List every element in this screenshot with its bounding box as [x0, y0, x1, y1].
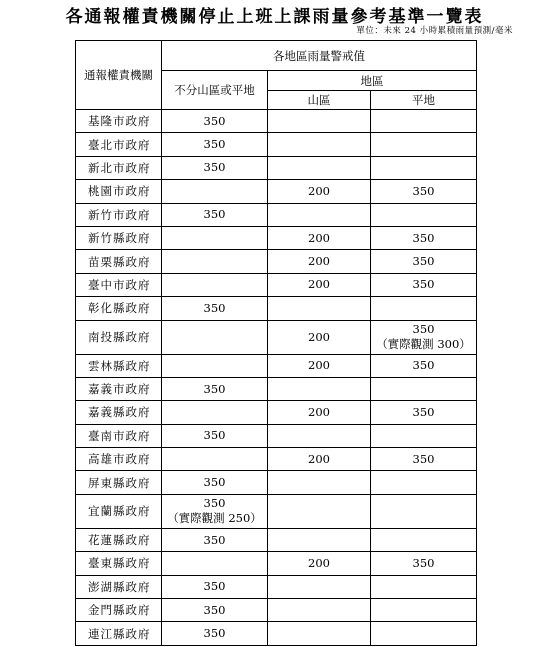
table-body — [76, 110, 477, 646]
agency-cell: 嘉義縣政府 — [76, 401, 162, 424]
no-split-cell — [162, 156, 268, 179]
no-split-cell-value: 350 — [203, 602, 226, 617]
table-row — [76, 377, 477, 400]
plain-cell-note: （實際觀測 300） — [376, 337, 471, 352]
mountain-cell — [268, 377, 371, 400]
no-split-cell — [162, 133, 268, 156]
mountain-cell-value: 200 — [308, 404, 330, 419]
plain-cell — [371, 494, 477, 528]
no-split-cell-value: 350 — [203, 532, 226, 547]
no-split-cell — [162, 273, 268, 296]
no-split-cell — [162, 226, 268, 249]
mountain-cell — [268, 552, 371, 575]
mountain-cell-value: 200 — [308, 555, 330, 570]
table-row — [76, 180, 477, 203]
no-split-cell-value: 350 — [203, 475, 226, 490]
mountain-cell-value: 200 — [308, 277, 330, 292]
plain-cell — [371, 599, 477, 622]
table-row — [76, 599, 477, 622]
no-split-cell — [162, 528, 268, 551]
mountain-cell-value: 200 — [308, 358, 330, 373]
plain-cell — [371, 180, 477, 203]
plain-cell-value: 350 — [412, 451, 435, 466]
agency-cell: 基隆市政府 — [76, 110, 162, 133]
no-split-cell-value: 350 — [203, 428, 226, 443]
mountain-cell — [268, 471, 371, 494]
table-row — [76, 471, 477, 494]
table-row — [76, 528, 477, 551]
agency-cell: 臺北市政府 — [76, 133, 162, 156]
plain-cell — [371, 226, 477, 249]
plain-cell — [371, 622, 477, 645]
agency-cell: 雲林縣政府 — [76, 354, 162, 377]
plain-cell-value: 350 — [412, 358, 435, 373]
table-row — [76, 297, 477, 320]
header-no-split: 不分山區或平地 — [162, 71, 268, 110]
table-row — [76, 203, 477, 226]
plain-cell — [371, 320, 477, 354]
agency-cell: 連江縣政府 — [76, 622, 162, 645]
no-split-cell — [162, 622, 268, 645]
mountain-cell — [268, 424, 371, 447]
no-split-cell — [162, 320, 268, 354]
table-row — [76, 156, 477, 179]
agency-cell: 苗栗縣政府 — [76, 250, 162, 273]
no-split-cell — [162, 180, 268, 203]
plain-cell — [371, 377, 477, 400]
no-split-cell-value: 350 — [203, 160, 226, 175]
table-row — [76, 494, 477, 528]
agency-cell: 新竹市政府 — [76, 203, 162, 226]
plain-cell — [371, 110, 477, 133]
no-split-cell-value: 350 — [203, 381, 226, 396]
mountain-cell-value: 200 — [308, 254, 330, 269]
agency-cell: 宜蘭縣政府 — [76, 494, 162, 528]
plain-cell-value: 350 — [412, 322, 435, 337]
plain-cell-value: 350 — [412, 254, 435, 269]
no-split-cell — [162, 354, 268, 377]
table-row — [76, 226, 477, 249]
agency-cell: 臺中市政府 — [76, 273, 162, 296]
agency-cell: 臺南市政府 — [76, 424, 162, 447]
plain-cell — [371, 203, 477, 226]
table-row — [76, 320, 477, 354]
no-split-cell-value: 350 — [203, 137, 226, 152]
no-split-cell-value: 350 — [203, 113, 226, 128]
mountain-cell — [268, 203, 371, 226]
plain-cell — [371, 528, 477, 551]
no-split-cell-note: （實際觀測 250） — [167, 511, 262, 526]
mountain-cell — [268, 354, 371, 377]
table-row — [76, 552, 477, 575]
agency-cell: 新竹縣政府 — [76, 226, 162, 249]
no-split-cell-value: 350 — [203, 207, 226, 222]
no-split-cell — [162, 250, 268, 273]
no-split-cell-value: 350 — [203, 496, 226, 511]
agency-cell: 桃園市政府 — [76, 180, 162, 203]
table-row — [76, 110, 477, 133]
mountain-cell — [268, 401, 371, 424]
plain-cell-value: 350 — [412, 277, 435, 292]
header-plain: 平地 — [371, 91, 477, 110]
mountain-cell — [268, 599, 371, 622]
unit-note: 單位：未來 24 小時累積雨量預測/毫米 — [356, 26, 513, 36]
plain-cell-value: 350 — [412, 404, 435, 419]
agency-cell: 南投縣政府 — [76, 320, 162, 354]
no-split-cell — [162, 599, 268, 622]
mountain-cell — [268, 297, 371, 320]
table-row — [76, 424, 477, 447]
no-split-cell — [162, 552, 268, 575]
plain-cell-value: 350 — [412, 183, 435, 198]
plain-cell — [371, 575, 477, 598]
table-row — [76, 273, 477, 296]
no-split-cell — [162, 575, 268, 598]
mountain-cell — [268, 622, 371, 645]
mountain-cell-value: 200 — [308, 183, 330, 198]
mountain-cell — [268, 494, 371, 528]
plain-cell — [371, 552, 477, 575]
agency-cell: 花蓮縣政府 — [76, 528, 162, 551]
plain-cell-value: 350 — [412, 230, 435, 245]
mountain-cell — [268, 448, 371, 471]
agency-cell: 新北市政府 — [76, 156, 162, 179]
no-split-cell — [162, 401, 268, 424]
table-row — [76, 250, 477, 273]
no-split-cell-value: 350 — [203, 579, 226, 594]
agency-cell: 澎湖縣政府 — [76, 575, 162, 598]
mountain-cell-value: 200 — [308, 329, 330, 344]
agency-cell: 高雄市政府 — [76, 448, 162, 471]
plain-cell — [371, 471, 477, 494]
table-row — [76, 401, 477, 424]
header-threshold-group: 各地區雨量警戒值 — [162, 41, 477, 71]
mountain-cell — [268, 110, 371, 133]
no-split-cell — [162, 110, 268, 133]
mountain-cell — [268, 180, 371, 203]
plain-cell — [371, 297, 477, 320]
mountain-cell — [268, 273, 371, 296]
no-split-cell — [162, 377, 268, 400]
table-row — [76, 448, 477, 471]
mountain-cell — [268, 575, 371, 598]
threshold-table — [75, 40, 477, 646]
header-agency: 通報權責機關 — [76, 41, 162, 110]
plain-cell — [371, 424, 477, 447]
plain-cell — [371, 401, 477, 424]
plain-cell — [371, 273, 477, 296]
no-split-cell — [162, 297, 268, 320]
agency-cell: 金門縣政府 — [76, 599, 162, 622]
table-row — [76, 575, 477, 598]
plain-cell-value: 350 — [412, 555, 435, 570]
no-split-cell — [162, 494, 268, 528]
no-split-cell — [162, 203, 268, 226]
header-mountain: 山區 — [268, 91, 371, 110]
agency-cell: 彰化縣政府 — [76, 297, 162, 320]
header-region: 地區 — [268, 71, 477, 91]
mountain-cell — [268, 250, 371, 273]
agency-cell: 嘉義市政府 — [76, 377, 162, 400]
table-row — [76, 622, 477, 645]
no-split-cell-value: 350 — [203, 626, 226, 641]
no-split-cell — [162, 424, 268, 447]
agency-cell: 屏東縣政府 — [76, 471, 162, 494]
agency-cell: 臺東縣政府 — [76, 552, 162, 575]
mountain-cell — [268, 156, 371, 179]
mountain-cell-value: 200 — [308, 230, 330, 245]
page-title: 各通報權責機關停止上班上課雨量參考基準一覽表 — [65, 7, 484, 27]
plain-cell — [371, 156, 477, 179]
mountain-cell — [268, 528, 371, 551]
table-row — [76, 354, 477, 377]
mountain-cell-value: 200 — [308, 451, 330, 466]
plain-cell — [371, 133, 477, 156]
plain-cell — [371, 354, 477, 377]
table-header — [76, 41, 477, 110]
table-row — [76, 133, 477, 156]
mountain-cell — [268, 226, 371, 249]
mountain-cell — [268, 320, 371, 354]
plain-cell — [371, 250, 477, 273]
no-split-cell — [162, 448, 268, 471]
plain-cell — [371, 448, 477, 471]
mountain-cell — [268, 133, 371, 156]
no-split-cell — [162, 471, 268, 494]
no-split-cell-value: 350 — [203, 300, 226, 315]
